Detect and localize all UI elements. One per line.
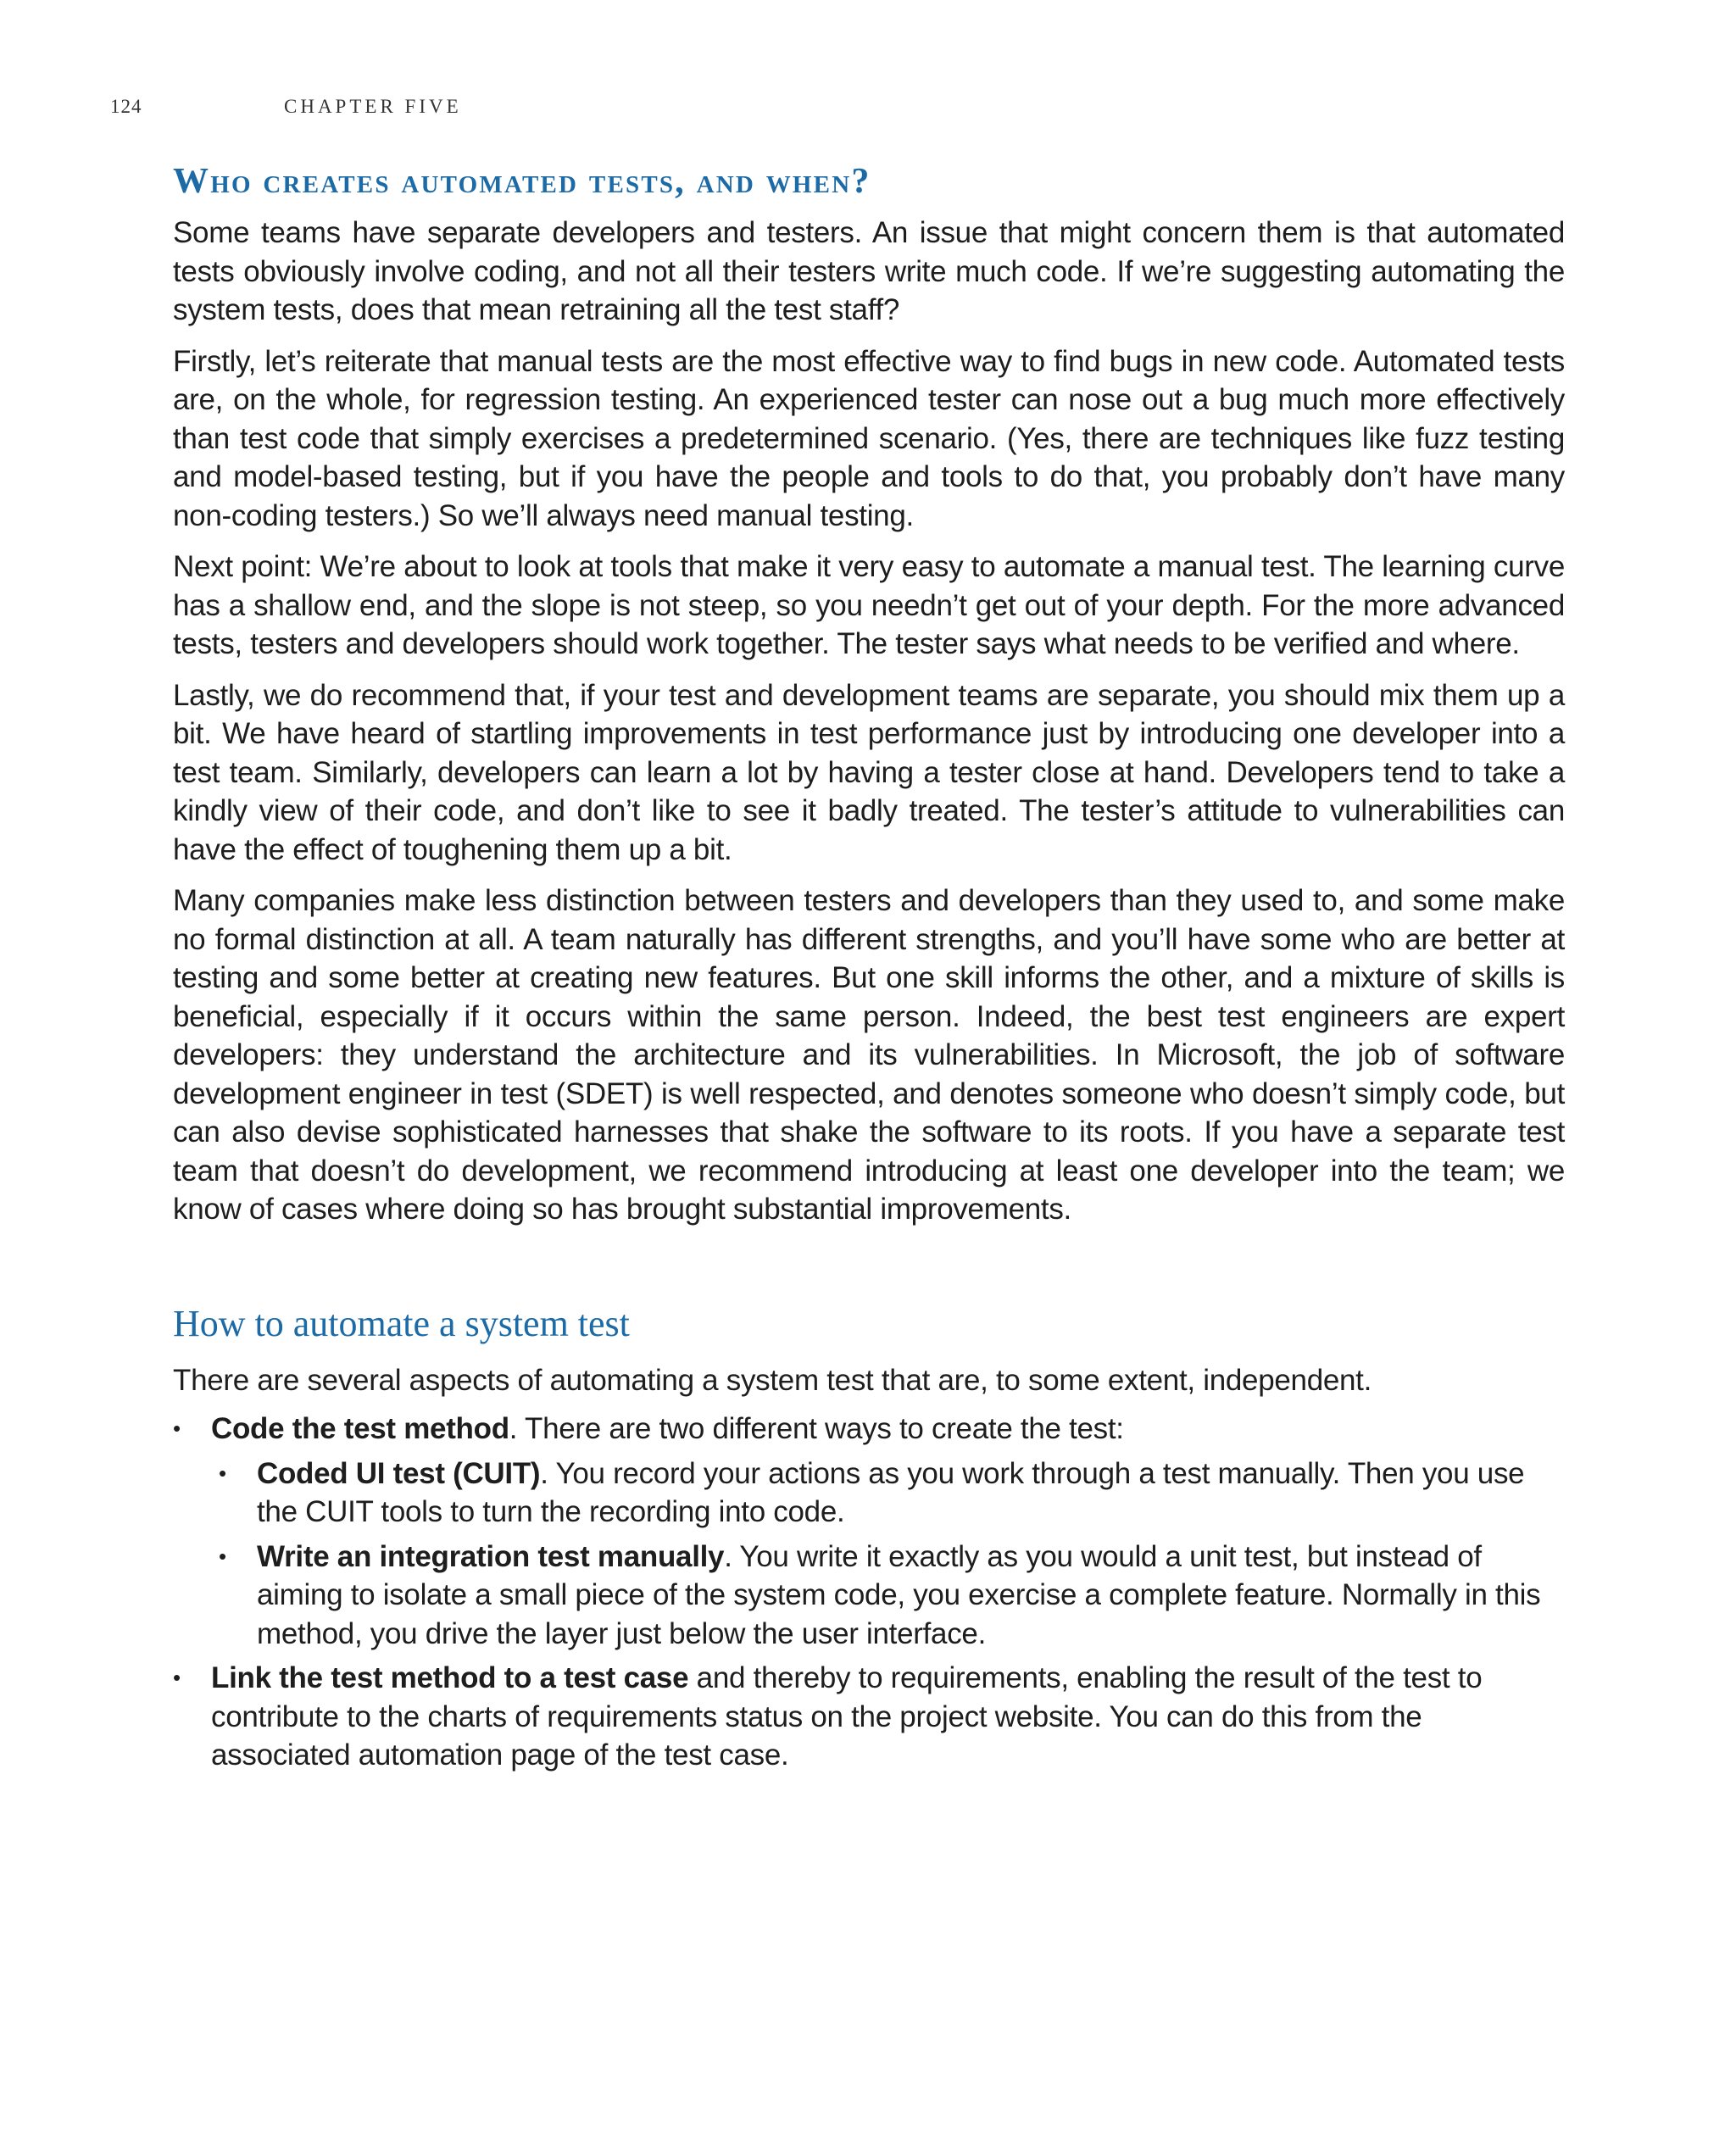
subheading-who-creates-tests: Who creates automated tests, and when? [173,162,871,201]
bullet-text: . You write it exactly as you would a unit test, but instead of aiming to isolate a small piece of the system code, you exercise a complete feature. Normally in this method, you drive the layer just below the user interface. [257,1539,1541,1650]
bullet-term: Link the test method to a test case [211,1661,689,1694]
paragraph: Firstly, let’s reiterate that manual tests are the most effective way to find bugs in new code. Automated tests are, on the whole, for regression testing. An experienced tester can nose out a bug much more effectively than test code that simply exercises a predetermined scenario. (Yes, there are techniques like fuzz testing and model-based testing, but if you have the people and tools to do that, you probably don’t have many non-coding testers.) So we’ll always need manual testing. [173,344,1565,532]
section-intro: There are several aspects of automating a system test that are, to some extent, independent. [173,1363,1372,1397]
paragraph: Many companies make less distinction between testers and developers than they used to, and some make no formal distinction at all. A team naturally has different strengths, and you’ll have some who are better at testing and some better at creating new features. But one skill informs the other, and a mixture of skills is beneficial, especially if it occurs within the same person. Indeed, the best test engineers are expert developers: they understand the architecture and its vulnerabilities. In Microsoft, the job of software development engineer in test (SDET) is well respected, and denotes someone who doesn’t simply code, but can also devise sophisticated harnesses that shake the software to its roots. If you have a separate test team that doesn’t do development, we recommend introducing at least one developer into the team; we know of cases where doing so has brought substantial improvements. [173,884,1565,1226]
bullet-term: Write an integration test manually [257,1539,725,1573]
running-head [110,96,788,126]
bullet-item [173,1659,1565,1775]
section-heading: How to automate a system test [173,1302,630,1344]
bullet-icon: • [219,1460,226,1486]
paragraph: Some teams have separate developers and testers. An issue that might concern them is that automated tests obviously involve coding, and not all their testers write much code. If we’re suggesting automating the system tests, does that mean retraining all the test staff? [173,216,1565,326]
paragraph: Next point: We’re about to look at tools that make it very easy to automate a manual test. The learning curve has a shallow end, and the slope is not steep, so you needn’t get out of your depth. For the more advanced tests, testers and developers should work together. The tester says what needs to be verified and where. [173,550,1565,660]
sub-bullet-item [173,1538,1565,1654]
bullet-item [173,1410,1565,1449]
bullet-term: Code the test method [211,1412,509,1445]
page-body [173,161,1565,1781]
bullet-text: and thereby to requirements, enabling the result of the test to contribute to the charts of requirements status on the project website. You can do this from the associated automation page of the test case. [211,1661,1483,1772]
bullet-term: Coded UI test (CUIT) [257,1456,541,1490]
bullet-text: . You record your actions as you work through a test manually. Then you use the CUIT tools to turn the recording into code. [257,1456,1525,1528]
sub-bullet-item [173,1455,1565,1532]
chapter-label: CHAPTER FIVE [284,96,462,117]
bullet-icon: • [219,1543,226,1569]
paragraph: Lastly, we do recommend that, if your test and development teams are separate, you should mix them up a bit. We have heard of startling improvements in test performance just by introducing one developer into a test team. Similarly, developers can learn a lot by having a tester close at hand. Developers tend to take a kindly view of their code, and don’t like to see it badly treated. The tester’s attitude to vulnerabilities can have the effect of toughening them up a bit. [173,678,1565,866]
bullet-icon: • [173,1665,181,1690]
bullet-icon: • [173,1416,181,1441]
bullet-list [173,1410,1565,1775]
page-number: 124 [110,96,142,117]
bullet-text: . There are two different ways to create the test: [509,1412,1124,1445]
